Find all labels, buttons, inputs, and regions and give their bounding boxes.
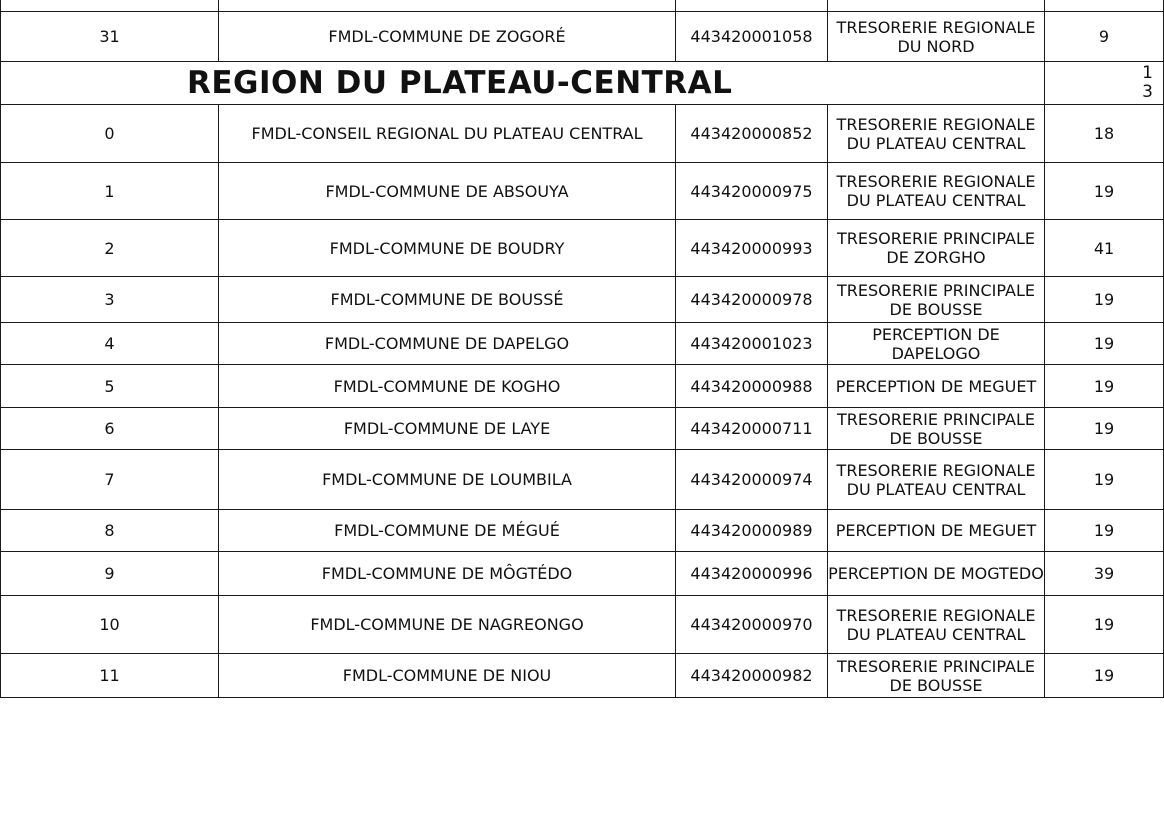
- amount: 19: [1045, 163, 1164, 220]
- table-row: [1, 277, 1164, 323]
- treasury-office: PERCEPTION DE MEGUET: [828, 365, 1045, 408]
- row-number: 4: [1, 323, 219, 365]
- account-number: 443420000989: [676, 510, 828, 552]
- treasury-office: PERCEPTION DE MOGTEDO: [828, 552, 1045, 596]
- treasury-office: TRESORERIE REGIONALE DU PLATEAU CENTRAL: [828, 596, 1045, 654]
- treasury-office: TRESORERIE REGIONALE DU PLATEAU CENTRAL: [828, 105, 1045, 163]
- amount: 19: [1045, 408, 1164, 450]
- cell-blank: [1045, 0, 1164, 12]
- region-header-row: [1, 62, 1164, 105]
- beneficiary-name: FMDL-COMMUNE DE ZOGORÉ: [219, 12, 676, 62]
- beneficiary-name: FMDL-COMMUNE DE LAYE: [219, 408, 676, 450]
- treasury-office: TRESORERIE PRINCIPALE DE ZORGHO: [828, 220, 1045, 277]
- table-row: [1, 450, 1164, 510]
- table-row: [1, 105, 1164, 163]
- table-row: [1, 510, 1164, 552]
- cell-blank: [676, 0, 828, 12]
- row-number: 2: [1, 220, 219, 277]
- row-number: 8: [1, 510, 219, 552]
- amount: 19: [1045, 596, 1164, 654]
- row-number: 1: [1, 163, 219, 220]
- amount: 18: [1045, 105, 1164, 163]
- region-amount: 1 3: [1045, 62, 1164, 105]
- row-number: 31: [1, 12, 219, 62]
- amount: 19: [1045, 654, 1164, 698]
- cell-blank: [1, 0, 219, 12]
- table-row: [1, 12, 1164, 62]
- beneficiary-name: FMDL-COMMUNE DE MÔGTÉDO: [219, 552, 676, 596]
- account-number: 443420000993: [676, 220, 828, 277]
- amount: 39: [1045, 552, 1164, 596]
- beneficiary-name: FMDL-COMMUNE DE NIOU: [219, 654, 676, 698]
- beneficiary-name: FMDL-COMMUNE DE ABSOUYA: [219, 163, 676, 220]
- beneficiary-name: FMDL-COMMUNE DE DAPELGO: [219, 323, 676, 365]
- amount: 19: [1045, 365, 1164, 408]
- beneficiary-name: FMDL-CONSEIL REGIONAL DU PLATEAU CENTRAL: [219, 105, 676, 163]
- account-number: 443420000974: [676, 450, 828, 510]
- region-title: REGION DU PLATEAU-CENTRAL: [1, 62, 828, 105]
- amount: 19: [1045, 277, 1164, 323]
- beneficiary-name: FMDL-COMMUNE DE BOUSSÉ: [219, 277, 676, 323]
- row-number: 9: [1, 552, 219, 596]
- table-row: [1, 220, 1164, 277]
- treasury-office: TRESORERIE PRINCIPALE DE BOUSSE: [828, 408, 1045, 450]
- beneficiary-name: FMDL-COMMUNE DE BOUDRY: [219, 220, 676, 277]
- table-row: [1, 365, 1164, 408]
- amount: 9: [1045, 12, 1164, 62]
- account-number: 443420000996: [676, 552, 828, 596]
- cell-blank: [219, 0, 676, 12]
- row-number: 11: [1, 654, 219, 698]
- row-number: 7: [1, 450, 219, 510]
- account-number: 443420000711: [676, 408, 828, 450]
- table-row: [1, 596, 1164, 654]
- account-number: 443420001023: [676, 323, 828, 365]
- row-number: 6: [1, 408, 219, 450]
- amount: 19: [1045, 450, 1164, 510]
- treasury-office: TRESORERIE REGIONALE DU NORD: [828, 12, 1045, 62]
- beneficiary-name: FMDL-COMMUNE DE LOUMBILA: [219, 450, 676, 510]
- row-number: 5: [1, 365, 219, 408]
- row-number: 3: [1, 277, 219, 323]
- treasury-office: TRESORERIE REGIONALE DU PLATEAU CENTRAL: [828, 163, 1045, 220]
- account-number: 443420000975: [676, 163, 828, 220]
- row-number: 10: [1, 596, 219, 654]
- treasury-office: TRESORERIE PRINCIPALE DE BOUSSE: [828, 654, 1045, 698]
- beneficiary-name: FMDL-COMMUNE DE MÉGUÉ: [219, 510, 676, 552]
- table-row-top-edge: [1, 0, 1164, 12]
- treasury-office: TRESORERIE REGIONALE DU PLATEAU CENTRAL: [828, 450, 1045, 510]
- row-number: 0: [1, 105, 219, 163]
- table-body: [1, 0, 1164, 698]
- table-row: [1, 163, 1164, 220]
- account-number: 443420000970: [676, 596, 828, 654]
- account-number: 443420000852: [676, 105, 828, 163]
- table-row: [1, 408, 1164, 450]
- table-row: [1, 654, 1164, 698]
- beneficiary-name: FMDL-COMMUNE DE NAGREONGO: [219, 596, 676, 654]
- amount: 19: [1045, 510, 1164, 552]
- account-number: 443420000988: [676, 365, 828, 408]
- beneficiary-name: FMDL-COMMUNE DE KOGHO: [219, 365, 676, 408]
- account-number: 443420000978: [676, 277, 828, 323]
- treasury-office: PERCEPTION DE DAPELOGO: [828, 323, 1045, 365]
- account-number: 443420001058: [676, 12, 828, 62]
- treasury-office: TRESORERIE PRINCIPALE DE BOUSSE: [828, 277, 1045, 323]
- amount: 41: [1045, 220, 1164, 277]
- cell-blank: [828, 0, 1045, 12]
- region-gap: [828, 62, 1045, 105]
- treasury-office: PERCEPTION DE MEGUET: [828, 510, 1045, 552]
- amount: 19: [1045, 323, 1164, 365]
- account-number: 443420000982: [676, 654, 828, 698]
- table-row: [1, 323, 1164, 365]
- table-row: [1, 552, 1164, 596]
